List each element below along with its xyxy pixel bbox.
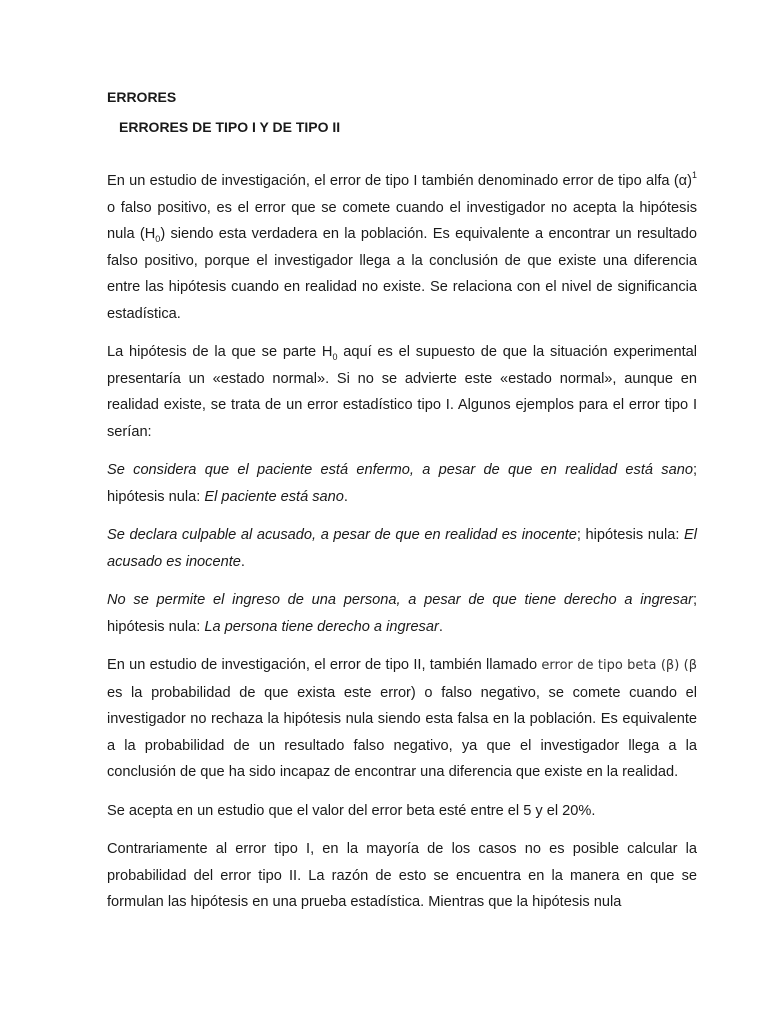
p1-text-c: ) siendo esta verdadera en la población. Es equivalente a encontrar un resultado falso positivo, porque el investigador llega a la conclusión de que existe una diferencia entre las hipótesis cuando en realidad no existe. Se relaciona con el nivel de significancia estadística. [107,226,697,322]
paragraph-beta-range: Se acepta en un estudio que el valor del error beta esté entre el 5 y el 20%. [107,802,596,819]
example-end: . [240,553,245,570]
subscript-zero: 0 [155,233,161,244]
example-null-hypothesis: La persona tiene derecho a ingresar [204,618,439,635]
section-heading: ERRORES [107,89,177,105]
document-body [107,84,697,928]
example-statement: Se declara culpable al acusado, a pesar de que en realidad es inocente [107,527,577,543]
example-statement: No se permite el ingreso de una persona, a pesar de que tiene derecho a ingresar [107,592,693,608]
example-connector: ; hipótesis nula: [107,462,697,505]
p1-text-a: En un estudio de investigación, el error de tipo I también denominado error de tipo alfa (α) [107,173,692,189]
p3-beta-term: error de tipo beta (β) (β [541,658,698,673]
example-statement: Se considera que el paciente está enfermo, a pesar de que en realidad está sano [107,462,693,478]
p3-text-b: es la probabilidad de que exista este error) o falso negativo, se comete cuando el investigador no rechaza la hipótesis nula siendo esta falsa en la población. Es equivalente a la probabilidad de un resultado falso negativo, ya que el investigador llega a la conclusión de que ha sido incapaz de encontrar una diferencia que existe en la realidad. [107,684,697,780]
example-connector: ; hipótesis nula: [107,592,697,635]
example-null-hypothesis: El acusado es inocente [107,527,697,570]
example-paragraph [107,587,697,640]
paragraph-type-ii-definition [107,652,697,786]
subscript-zero: 0 [332,351,338,362]
example-paragraph [107,522,697,575]
p2-text-b: aquí es el supuesto de que la situación experimental presentaría un «estado normal». Si no se advierte este «estado normal», aunque en realidad existe, se trata de un error estadístico tipo I. Algunos ejemplos para el error tipo I serían: [107,344,697,440]
example-paragraph [107,457,697,510]
paragraph-type-i-definition [107,168,697,327]
paragraph-type-i-hypothesis [107,339,697,445]
subsection-heading: ERRORES DE TIPO I Y DE TIPO II [119,119,341,135]
example-end: . [343,488,348,505]
example-end: . [438,618,443,635]
p2-text-a: La hipótesis de la que se parte H [107,344,333,360]
example-null-hypothesis: El paciente está sano [204,488,344,505]
p3-text-a: En un estudio de investigación, el error de tipo II, también llamado [107,657,542,673]
example-connector: ; hipótesis nula: [576,527,685,543]
p1-text-b: o falso positivo, es el error que se comete cuando el investigador no acepta la hipótesis nula (H [107,199,697,242]
footnote-marker: 1 [691,170,697,181]
paragraph-type-ii-contrast: Contrariamente al error tipo I, en la mayoría de los casos no es posible calcular la probabilidad del error tipo II. La razón de esto se encuentra en la manera en que se formulan las hipótesis en una prueba estadística. Mientras que la hipótesis nula [107,841,697,910]
